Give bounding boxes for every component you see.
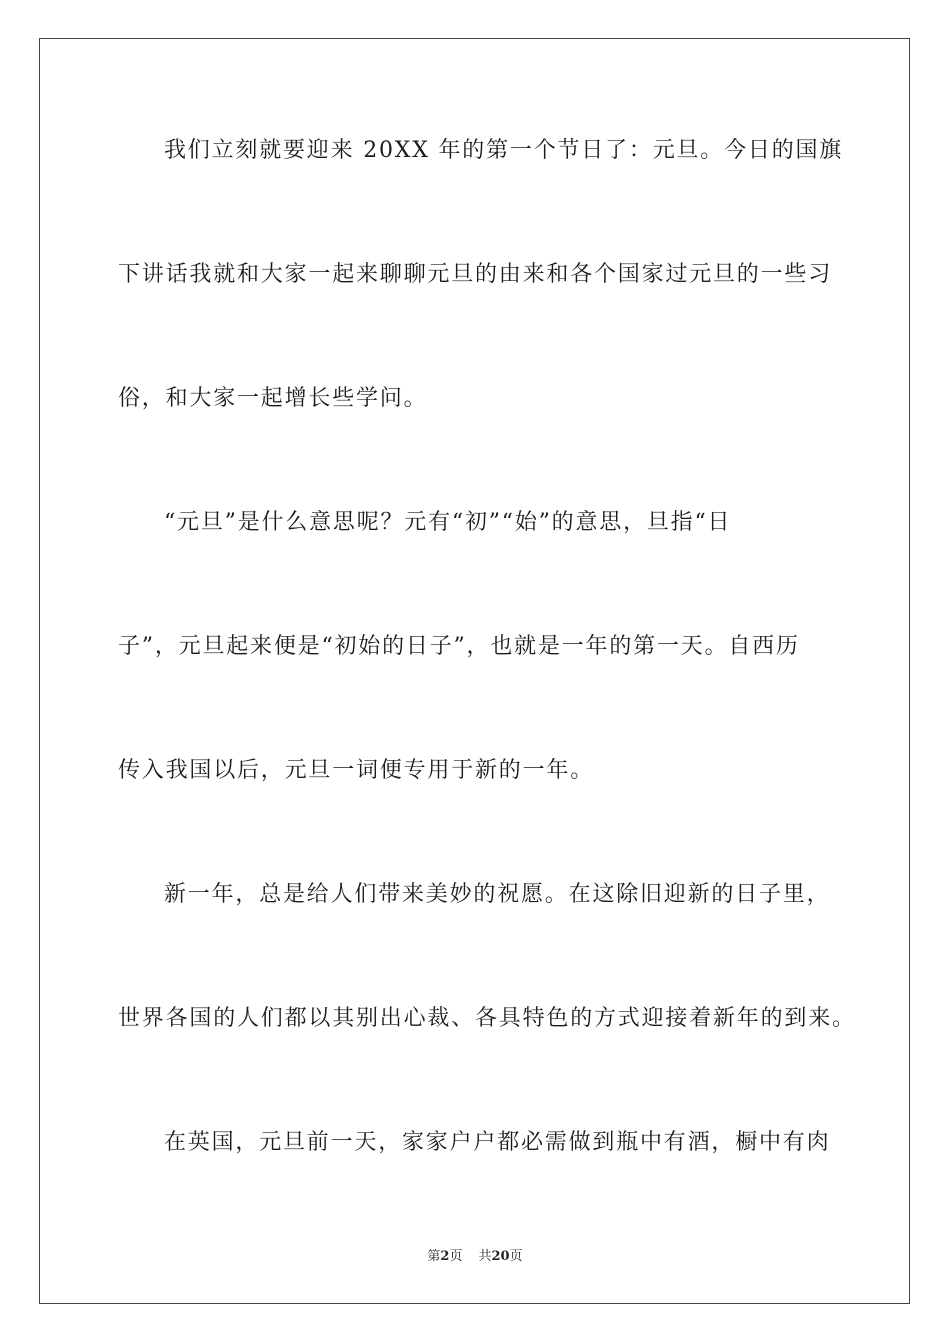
footer-total-pages: 20	[491, 1249, 510, 1264]
paragraph-2-line-1: “元旦”是什么意思呢？元有“初”“始”的意思，旦指“日	[164, 510, 732, 535]
paragraph-3-line-1: 新一年，总是给人们带来美妙的祝愿。在这除旧迎新的日子里，	[164, 882, 831, 907]
paragraph-4-line-1: 在英国，元旦前一天，家家户户都必需做到瓶中有酒，橱中有肉	[164, 1130, 831, 1155]
page-frame	[39, 38, 910, 1304]
footer-total-prefix: 共	[478, 1249, 492, 1264]
paragraph-3-line-2: 世界各国的人们都以其别出心裁、各具特色的方式迎接着新年的到来。	[118, 1006, 856, 1031]
footer-page-number: 2	[440, 1249, 450, 1264]
footer-page-suffix: 页	[449, 1249, 463, 1264]
footer-total-suffix: 页	[509, 1249, 523, 1264]
paragraph-1-line-2: 下讲话我就和大家一起来聊聊元旦的由来和各个国家过元旦的一些习	[118, 262, 833, 287]
page-footer	[0, 1248, 950, 1266]
paragraph-1-line-1: 我们立刻就要迎来 20XX 年的第一个节日了：元旦。今日的国旗	[164, 138, 844, 163]
paragraph-1-line-3: 俗，和大家一起增长些学问。	[118, 386, 428, 411]
footer-page-prefix: 第	[427, 1249, 441, 1264]
paragraph-2-line-2: 子”，元旦起来便是“初始的日子”，也就是一年的第一天。自西历	[118, 634, 800, 659]
paragraph-2-line-3: 传入我国以后，元旦一词便专用于新的一年。	[118, 758, 595, 783]
